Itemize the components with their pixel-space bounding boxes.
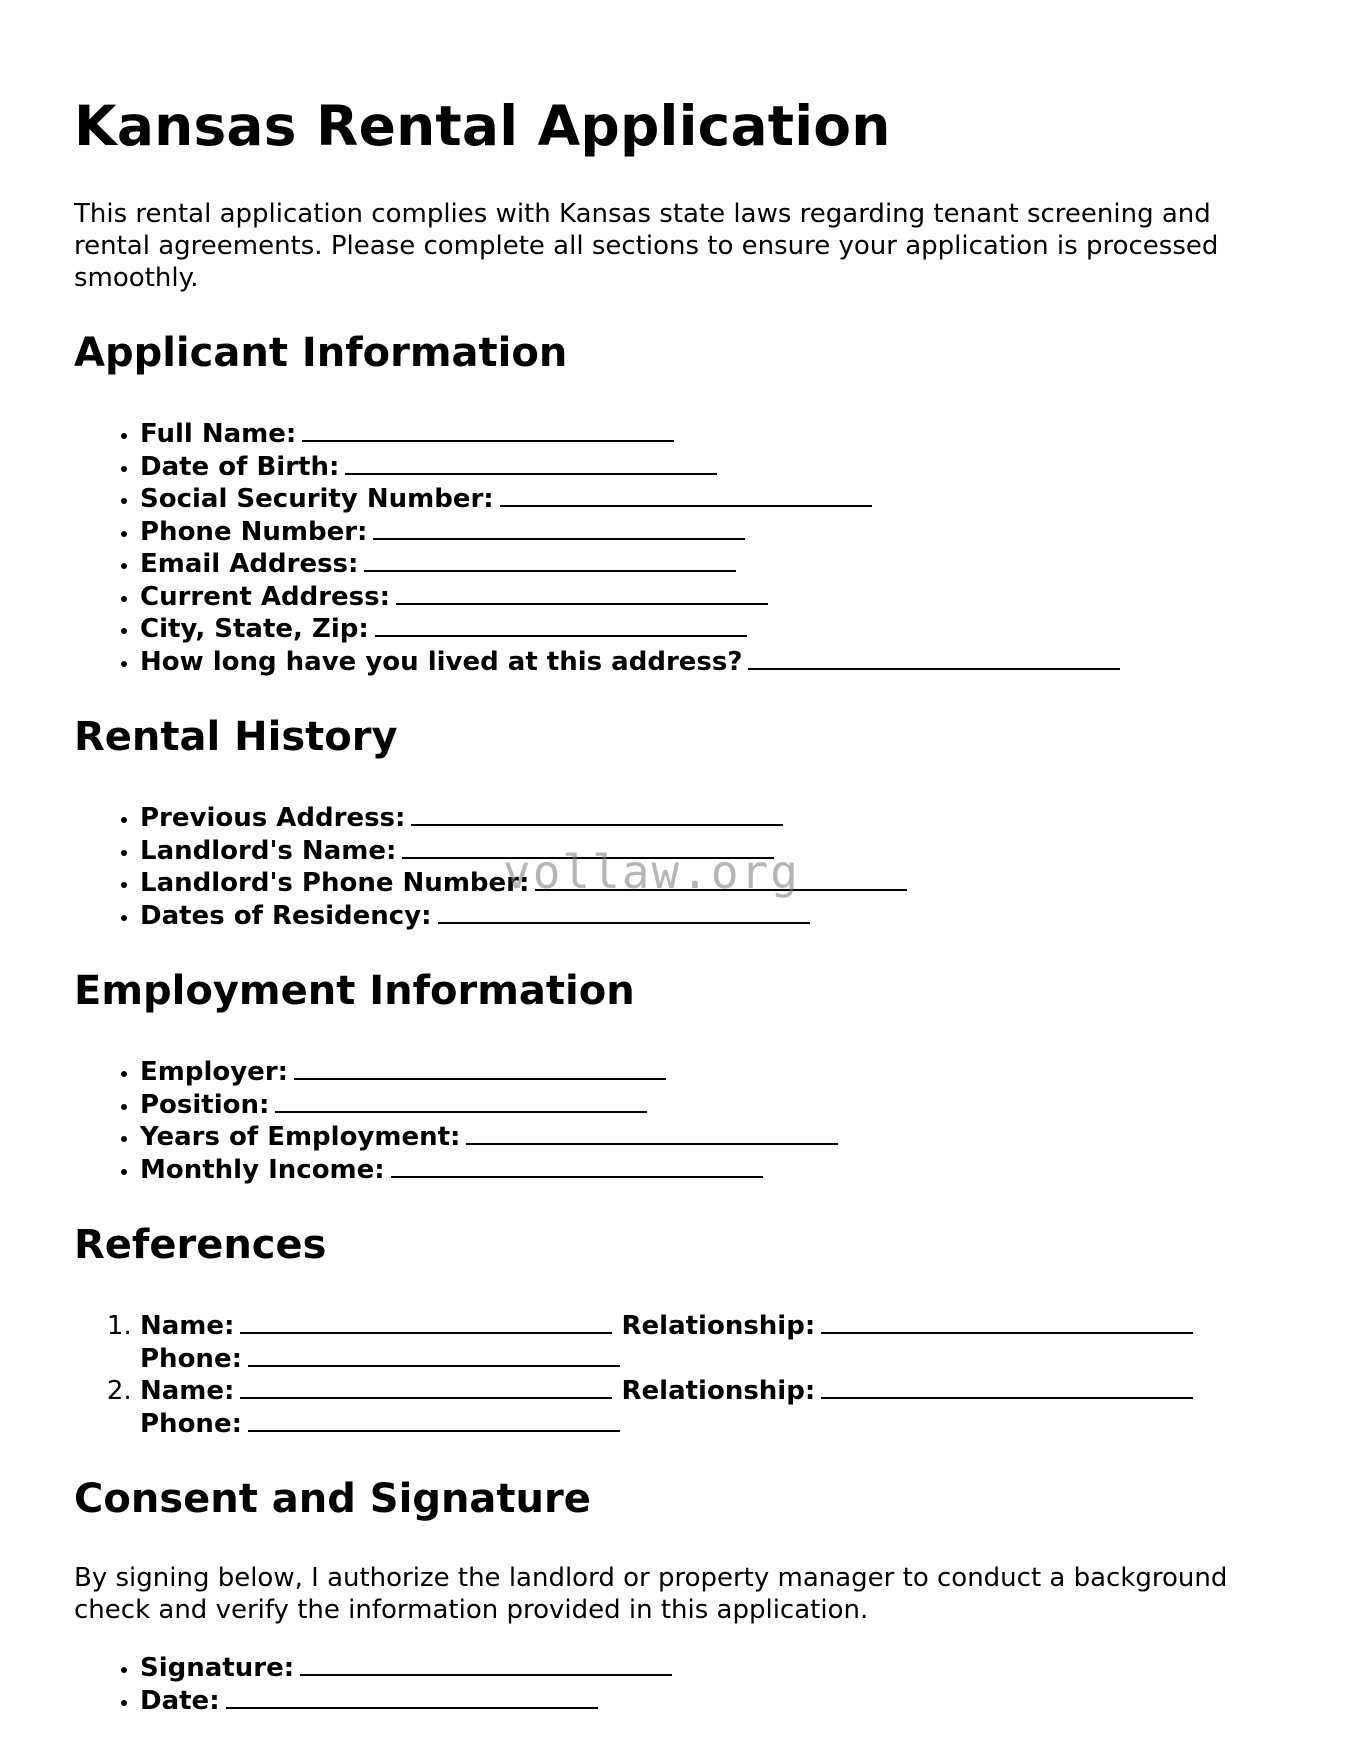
reference-relationship-blank[interactable] xyxy=(821,1375,1193,1399)
field-years-employment: • Years of Employment: xyxy=(140,1121,1274,1154)
field-email: • Email Address: xyxy=(140,548,1274,581)
section-heading: References xyxy=(74,1222,327,1268)
previous-address-blank[interactable] xyxy=(411,802,783,826)
field-date-of-birth: • Date of Birth: xyxy=(140,451,1274,484)
dates-of-residency-blank[interactable] xyxy=(438,900,810,924)
intro-paragraph: This rental application complies with Kansas state laws regarding tenant screening and rental agreements. Please complete all sections to ensure your application is processed smoothly. xyxy=(74,199,1219,293)
references-section xyxy=(74,1220,1274,1440)
references-list xyxy=(74,1310,1274,1440)
reference-name-blank[interactable] xyxy=(240,1310,612,1334)
reference-line: Phone: xyxy=(140,1343,1274,1376)
consent-section xyxy=(74,1474,1274,1717)
time-at-address-blank[interactable] xyxy=(748,646,1120,670)
field-position: • Position: xyxy=(140,1089,1274,1122)
watermark: vollaw.org xyxy=(503,845,800,899)
field-date: • Date: xyxy=(140,1685,1274,1718)
reference-relationship-blank[interactable] xyxy=(821,1310,1193,1334)
reference-phone-blank[interactable] xyxy=(248,1343,620,1367)
section-heading: Rental History xyxy=(74,714,398,760)
employer-blank[interactable] xyxy=(294,1056,666,1080)
field-signature: • Signature: xyxy=(140,1652,1274,1685)
reference-line: 1. Name: Relationship: xyxy=(140,1310,1274,1343)
applicant-section xyxy=(74,328,1274,678)
email-blank[interactable] xyxy=(364,548,736,572)
field-employer: • Employer: xyxy=(140,1056,1274,1089)
date-of-birth-blank[interactable] xyxy=(345,451,717,475)
reference-line: 2. Name: Relationship: xyxy=(140,1375,1274,1408)
full-name-blank[interactable] xyxy=(302,418,674,442)
reference-phone-blank[interactable] xyxy=(248,1408,620,1432)
applicant-fields-list xyxy=(74,418,1274,678)
field-time-at-address: • How long have you lived at this address? xyxy=(140,646,1274,679)
field-current-address: • Current Address: xyxy=(140,581,1274,614)
employment-fields-list xyxy=(74,1056,1274,1186)
reference-item xyxy=(140,1310,1274,1375)
signature-blank[interactable] xyxy=(300,1652,672,1676)
field-ssn: • Social Security Number: xyxy=(140,483,1274,516)
current-address-blank[interactable] xyxy=(396,581,768,605)
field-full-name: • Full Name: xyxy=(140,418,1274,451)
consent-fields-list xyxy=(74,1652,1274,1717)
field-landlord-name: • Landlord's Name: xyxy=(140,835,1274,868)
rental-history-section xyxy=(74,712,1274,932)
ssn-blank[interactable] xyxy=(500,483,872,507)
section-heading: Consent and Signature xyxy=(74,1476,591,1522)
field-monthly-income: • Monthly Income: xyxy=(140,1154,1274,1187)
consent-paragraph: By signing below, I authorize the landlord or property manager to conduct a background check and verify the information provided in this application. xyxy=(74,1563,1228,1625)
field-city-state-zip: • City, State, Zip: xyxy=(140,613,1274,646)
reference-item xyxy=(140,1375,1274,1440)
employment-section xyxy=(74,966,1274,1186)
section-heading: Employment Information xyxy=(74,968,635,1014)
field-phone: • Phone Number: xyxy=(140,516,1274,549)
reference-name-blank[interactable] xyxy=(240,1375,612,1399)
page-title: Kansas Rental Application xyxy=(74,94,891,158)
reference-line: Phone: xyxy=(140,1408,1274,1441)
phone-blank[interactable] xyxy=(373,516,745,540)
years-employment-blank[interactable] xyxy=(466,1121,838,1145)
date-blank[interactable] xyxy=(226,1685,598,1709)
field-landlord-phone: • Landlord's Phone Number: xyxy=(140,867,1274,900)
document-page xyxy=(74,92,1274,1717)
monthly-income-blank[interactable] xyxy=(391,1154,763,1178)
section-heading: Applicant Information xyxy=(74,330,568,376)
city-state-zip-blank[interactable] xyxy=(375,613,747,637)
position-blank[interactable] xyxy=(275,1089,647,1113)
field-dates-of-residency: • Dates of Residency: xyxy=(140,900,1274,933)
field-previous-address: • Previous Address: xyxy=(140,802,1274,835)
